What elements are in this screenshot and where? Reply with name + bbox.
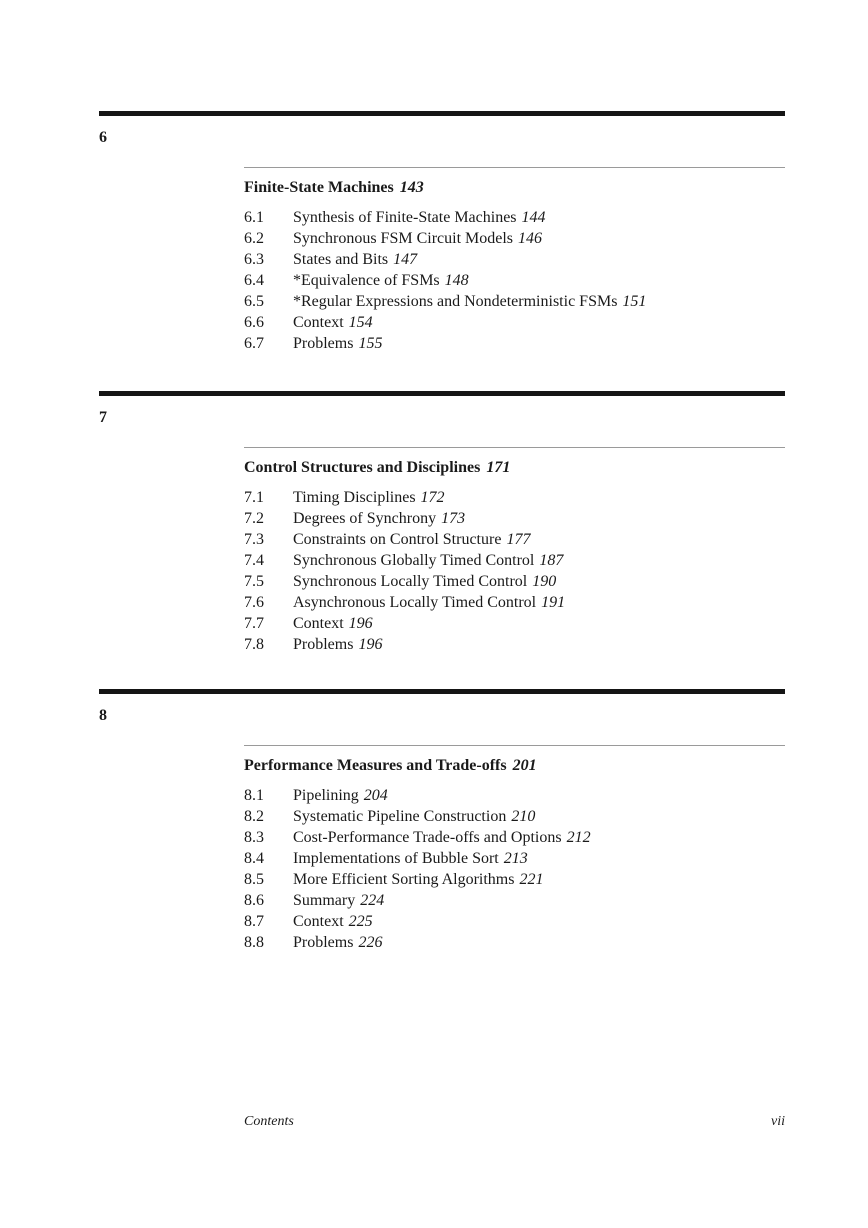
section-entry — [244, 529, 565, 550]
section-entry — [244, 291, 646, 312]
section-title: Synchronous Locally Timed Control — [293, 573, 528, 590]
section-title: Synthesis of Finite-State Machines — [293, 209, 517, 226]
section-number: 7.5 — [244, 573, 264, 590]
section-entry — [244, 228, 646, 249]
chapter-number: 8 — [99, 707, 107, 724]
section-title: Implementations of Bubble Sort — [293, 850, 499, 867]
section-number: 8.5 — [244, 871, 264, 888]
section-page: 172 — [420, 489, 445, 506]
section-number: 8.3 — [244, 829, 264, 846]
section-number: 6.5 — [244, 293, 264, 310]
section-title: Synchronous FSM Circuit Models — [293, 230, 514, 247]
section-entry — [244, 785, 591, 806]
section-page: 146 — [518, 230, 543, 247]
section-number: 8.2 — [244, 808, 264, 825]
section-title: Problems — [293, 335, 354, 352]
section-number: 7.7 — [244, 615, 264, 632]
section-list — [244, 785, 591, 953]
section-page: 177 — [506, 531, 531, 548]
chapter-page: 143 — [399, 179, 424, 196]
section-page: 210 — [511, 808, 536, 825]
section-number: 6.6 — [244, 314, 264, 331]
section-entry — [244, 613, 565, 634]
section-number: 7.3 — [244, 531, 264, 548]
section-entry — [244, 312, 646, 333]
chapter-title-rule — [244, 167, 785, 168]
section-page: 196 — [348, 615, 373, 632]
section-page: 148 — [444, 272, 469, 289]
chapter-title — [244, 459, 510, 477]
section-number: 6.7 — [244, 335, 264, 352]
section-entry — [244, 487, 565, 508]
section-title: Context — [293, 913, 344, 930]
section-title: *Regular Expressions and Nondeterministic FSMs — [293, 293, 618, 310]
section-title: States and Bits — [293, 251, 389, 268]
chapter-number: 7 — [99, 409, 107, 426]
section-title: Asynchronous Locally Timed Control — [293, 594, 537, 611]
section-title: Timing Disciplines — [293, 489, 416, 506]
section-title: Cost-Performance Trade-offs and Options — [293, 829, 562, 846]
section-title: Context — [293, 615, 344, 632]
section-title: Context — [293, 314, 344, 331]
section-page: 225 — [348, 913, 373, 930]
section-title: *Equivalence of FSMs — [293, 272, 440, 289]
section-page: 204 — [363, 787, 388, 804]
section-number: 8.6 — [244, 892, 264, 909]
section-page: 196 — [358, 636, 383, 653]
section-entry — [244, 890, 591, 911]
section-entry — [244, 249, 646, 270]
section-number: 6.4 — [244, 272, 264, 289]
section-page: 144 — [521, 209, 546, 226]
section-title: Pipelining — [293, 787, 359, 804]
chapter-title-text: Finite-State Machines — [244, 179, 394, 196]
section-title: Constraints on Control Structure — [293, 531, 502, 548]
section-title: Problems — [293, 934, 354, 951]
section-page: 154 — [348, 314, 373, 331]
section-entry — [244, 207, 646, 228]
section-entry — [244, 571, 565, 592]
section-number: 7.6 — [244, 594, 264, 611]
section-number: 6.2 — [244, 230, 264, 247]
section-entry — [244, 634, 565, 655]
section-page: 191 — [541, 594, 566, 611]
section-page: 173 — [441, 510, 466, 527]
section-page: 212 — [566, 829, 591, 846]
section-entry — [244, 827, 591, 848]
section-entry — [244, 333, 646, 354]
section-page: 151 — [622, 293, 647, 310]
running-footer-title: Contents — [244, 1114, 294, 1129]
chapter-title — [244, 757, 537, 775]
section-number: 8.4 — [244, 850, 264, 867]
chapter-title-text: Performance Measures and Trade-offs — [244, 757, 507, 774]
section-number: 8.8 — [244, 934, 264, 951]
section-number: 8.1 — [244, 787, 264, 804]
section-entry — [244, 550, 565, 571]
section-page: 226 — [358, 934, 383, 951]
section-number: 7.8 — [244, 636, 264, 653]
section-page: 221 — [519, 871, 544, 888]
section-entry — [244, 932, 591, 953]
chapter-title-rule — [244, 745, 785, 746]
section-title: Summary — [293, 892, 356, 909]
chapter-title — [244, 179, 424, 197]
section-entry — [244, 508, 565, 529]
section-number: 7.2 — [244, 510, 264, 527]
section-entry — [244, 869, 591, 890]
section-number: 6.1 — [244, 209, 264, 226]
section-entry — [244, 806, 591, 827]
section-list — [244, 487, 565, 655]
section-list — [244, 207, 646, 354]
section-title: Systematic Pipeline Construction — [293, 808, 507, 825]
chapter-page: 171 — [486, 459, 511, 476]
chapter-rule — [99, 689, 785, 694]
section-title: Problems — [293, 636, 354, 653]
chapter-page: 201 — [512, 757, 537, 774]
section-number: 6.3 — [244, 251, 264, 268]
section-page: 190 — [532, 573, 557, 590]
section-title: Synchronous Globally Timed Control — [293, 552, 535, 569]
section-page: 213 — [503, 850, 528, 867]
section-page: 155 — [358, 335, 383, 352]
chapter-number: 6 — [99, 129, 107, 146]
section-page: 224 — [360, 892, 385, 909]
chapter-rule — [99, 111, 785, 116]
section-page: 147 — [393, 251, 418, 268]
section-entry — [244, 592, 565, 613]
section-entry — [244, 848, 591, 869]
chapter-rule — [99, 391, 785, 396]
section-page: 187 — [539, 552, 564, 569]
section-entry — [244, 911, 591, 932]
page-number: vii — [771, 1114, 785, 1129]
section-number: 8.7 — [244, 913, 264, 930]
chapter-title-rule — [244, 447, 785, 448]
chapter-title-text: Control Structures and Disciplines — [244, 459, 481, 476]
section-number: 7.1 — [244, 489, 264, 506]
section-title: Degrees of Synchrony — [293, 510, 437, 527]
section-number: 7.4 — [244, 552, 264, 569]
section-title: More Efficient Sorting Algorithms — [293, 871, 515, 888]
section-entry — [244, 270, 646, 291]
